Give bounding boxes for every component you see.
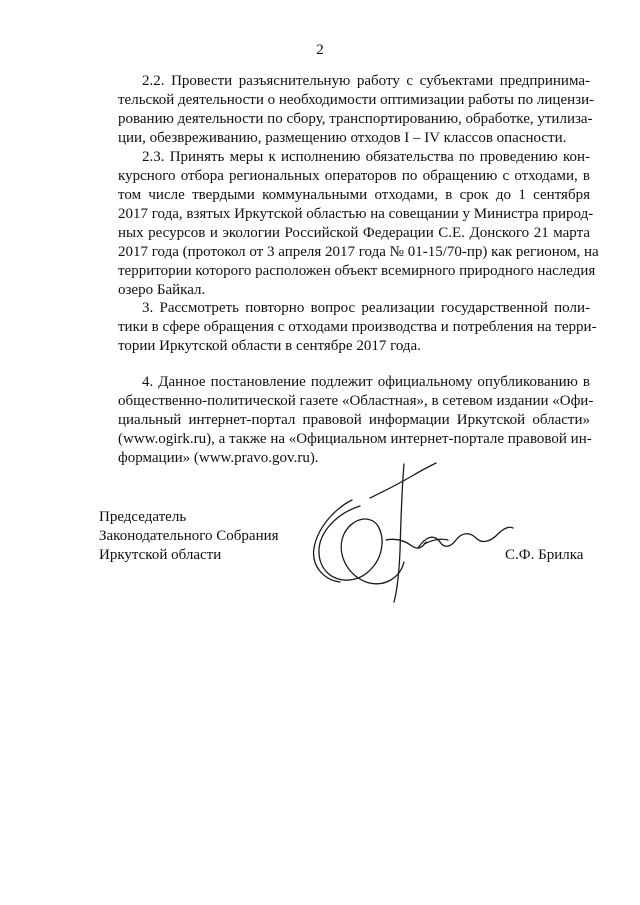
text-line: общественно-политической газете «Областная», в сетевом издании «Офи- — [118, 393, 594, 409]
handwritten-signature — [300, 456, 515, 606]
signer-name: С.Ф. Брилка — [505, 547, 584, 563]
text-line: (www.ogirk.ru), а также на «Официальном интернет-портале правовой ин- — [118, 431, 592, 447]
page-number: 2 — [316, 42, 324, 58]
text-line: 2.3. Принять меры к исполнению обязательства по проведению кон- — [142, 149, 590, 165]
text-line: 2.2. Провести разъяснительную работу с субъектами предпринима- — [142, 73, 590, 89]
text-line: курсного отбора региональных операторов по обращению с отходами, в — [118, 168, 590, 184]
signer-position-line: Иркутской области — [99, 547, 222, 563]
text-line: 2017 года (протокол от 3 апреля 2017 года № 01-15/70-пр) как регионом, на — [118, 244, 599, 260]
text-line: тельской деятельности о необходимости оптимизации работы по лицензи- — [118, 92, 595, 108]
text-line: том числе твердыми коммунальными отходами, в срок до 1 сентября — [118, 187, 590, 203]
text-line: рованию деятельности по сбору, транспортированию, обработке, утилиза- — [118, 111, 593, 127]
text-line: ции, обезвреживанию, размещению отходов I – IV классов опасности. — [118, 130, 567, 146]
text-line: 3. Рассмотреть повторно вопрос реализации государственной поли- — [142, 300, 590, 316]
text-line: ных ресурсов и экологии Российской Федерации С.Е. Донского 21 марта — [118, 225, 590, 241]
text-line: 2017 года, взятых Иркутской областью на совещании у Министра природ- — [118, 206, 594, 222]
signer-position-line: Законодательного Собрания — [99, 528, 279, 544]
text-line: циальный интернет-портал правовой информации Иркутской области» — [118, 412, 590, 428]
text-line: озеро Байкал. — [118, 282, 206, 298]
text-line: тории Иркутской области в сентябре 2017 года. — [118, 338, 421, 354]
text-line: тики в сфере обращения с отходами производства и потребления на терри- — [118, 319, 597, 335]
text-line: 4. Данное постановление подлежит официальному опубликованию в — [142, 374, 590, 390]
text-line: территории которого расположен объект всемирного природного наследия — [118, 263, 596, 279]
text-line: формации» (www.pravo.gov.ru). — [118, 450, 319, 466]
signer-position-line: Председатель — [99, 509, 187, 525]
